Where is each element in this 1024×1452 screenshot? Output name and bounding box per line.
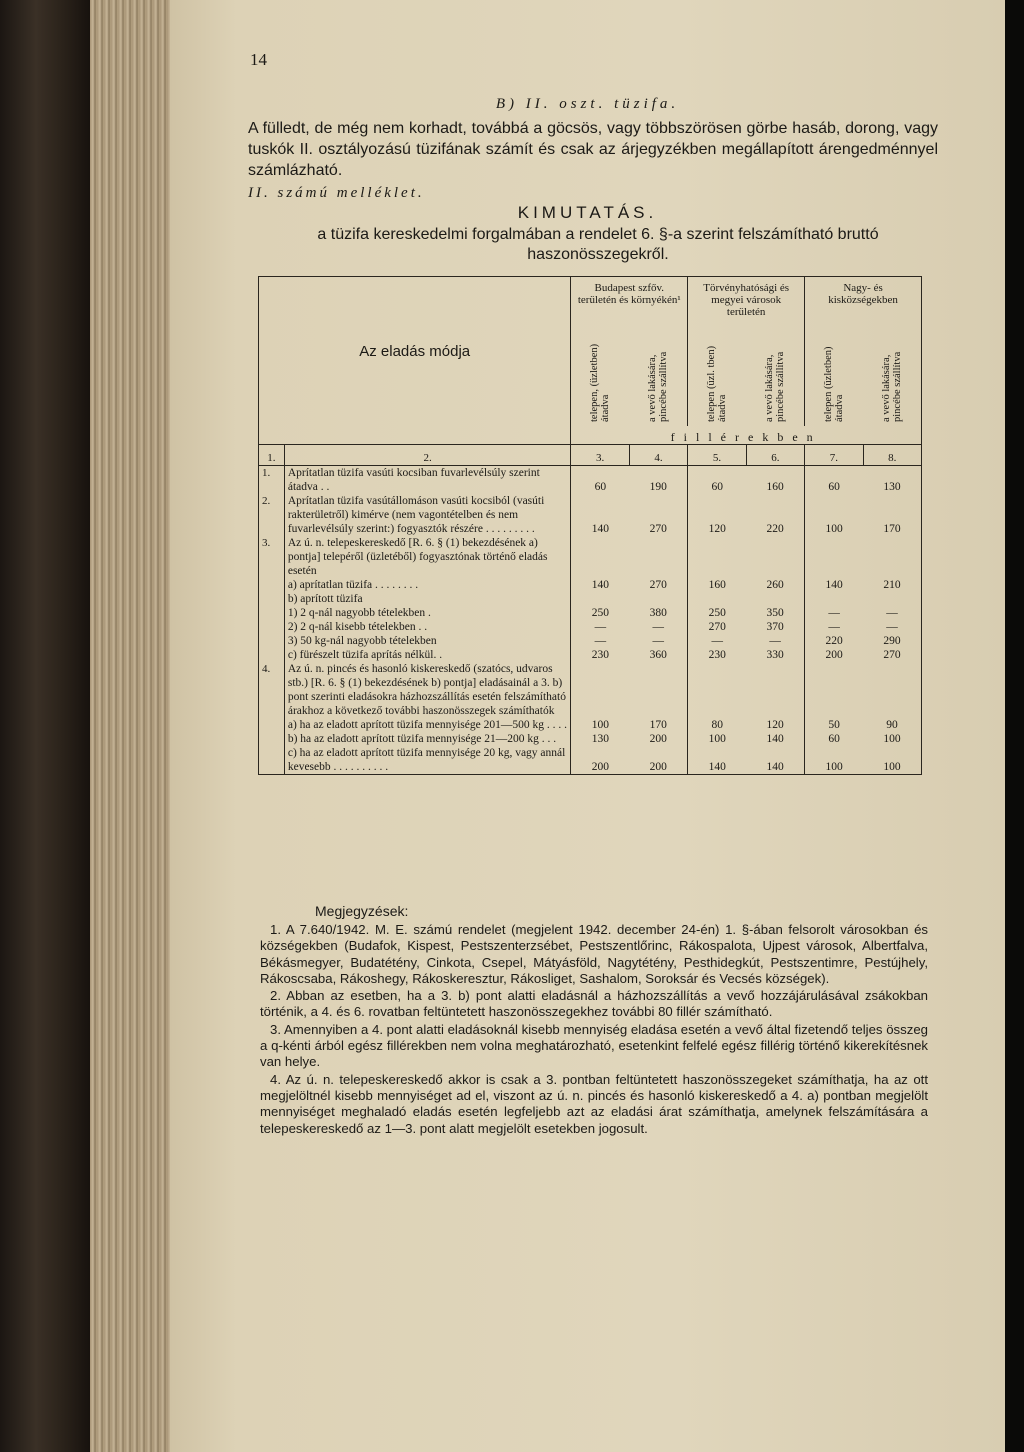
row-value (688, 592, 746, 606)
column-number: 5. (688, 445, 746, 466)
row-value: — (746, 634, 804, 648)
appendix-label: II. számú melléklet. (248, 185, 425, 201)
row-value (629, 536, 687, 578)
column-number: 1. (259, 445, 285, 466)
group-header-villages: Nagy- és kisközségekben (805, 277, 922, 331)
row-value (571, 592, 629, 606)
table-row (259, 578, 922, 592)
table-row (259, 620, 922, 634)
note-1: 1. A 7.640/1942. M. E. számú rendelet (megjelent 1942. december 24-én) 1. §-ában felsorolt városokban és községekben (Budafok, Kispest, Pestszenterzsébet, Pestszentlőrinc, Rákospalota, Ujpest városok, Albertfalva, Békásmegyer, Budatétény, Cinkota, Csepel, Mátyásföld, Nagytétény, Pesthidegkút, Pestszentimre, Pestújhely, Rákoscsaba, Rákoshegy, Rákoskeresztur, Rákosliget, Sashalom, Soroksár és Vecsés községek). (260, 922, 928, 986)
column-number: 8. (863, 445, 921, 466)
row-value: 170 (629, 718, 687, 732)
row-description: Az ú. n. telepeskereskedő [R. 6. § (1) bekezdésének a) pontja] telepéről (üzletéből) fogyasztónak történő eladás esetén (284, 536, 571, 578)
row-value: 160 (746, 466, 804, 495)
group-header-cities: Törvényhatósági és megyei városok területén (688, 277, 805, 331)
row-number (259, 634, 285, 648)
row-value: 50 (828, 719, 840, 731)
row-value: 370 (746, 620, 804, 634)
row-value: 190 (629, 466, 687, 495)
row-value (571, 662, 629, 718)
row-value: 60 (828, 481, 840, 493)
row-description: c) fürészelt tüzifa aprítás nélkül. . (284, 648, 571, 662)
sub-header: a vevő lakására, pincébe szállítva (863, 330, 921, 426)
table-row (259, 494, 922, 536)
row-value (805, 536, 863, 578)
table-row (259, 662, 922, 718)
notes (260, 922, 928, 1138)
table-title: KIMUTATÁS. (517, 203, 658, 222)
row-value: — (828, 621, 840, 633)
row-value (629, 592, 687, 606)
row-value: 140 (825, 579, 843, 591)
row-value: 130 (591, 733, 609, 745)
row-value (805, 592, 863, 606)
table-row (259, 592, 922, 606)
row-number: 4. (259, 662, 285, 718)
row-value: 140 (688, 746, 746, 775)
row-value: 140 (591, 523, 609, 535)
row-value: 100 (708, 733, 726, 745)
row-value: 270 (863, 648, 921, 662)
page-stack-edge (90, 0, 170, 1452)
row-value: 100 (863, 746, 921, 775)
sub-header: telepen (üzl. tben) átadva (706, 345, 729, 422)
row-value: 270 (629, 494, 687, 536)
row-value: 140 (591, 579, 609, 591)
row-description: Aprítatlan tüzifa vasúti kocsiban fuvarlevélsúly szerint átadva . . (284, 466, 571, 495)
row-value (863, 592, 921, 606)
row-value: — (594, 635, 607, 647)
row-value: 270 (708, 621, 726, 633)
column-number: 3. (571, 445, 629, 466)
row-value: 100 (863, 732, 921, 746)
notes-heading: Megjegyzések: (315, 903, 409, 919)
row-number (259, 648, 285, 662)
row-value: 350 (746, 606, 804, 620)
note-3: 3. Amennyiben a 4. pont alatti eladásoknál kisebb mennyiség eladása esetén a vevő által fizetendő teljes összeg a q-kénti árból egész fillérekben nem volna meghatározható, esetenkint felfelé egész fillérig történő kikerekítésnek van helye. (260, 1021, 928, 1070)
row-value: — (863, 606, 921, 620)
row-description: 2) 2 q-nál kisebb tételekben . . (284, 620, 571, 634)
row-value: — (629, 620, 687, 634)
sub-header: a vevő lakására, pincébe szállítva (629, 330, 687, 426)
row-value: 120 (746, 718, 804, 732)
sub-header: telepen (üzletben) átadva (823, 346, 846, 422)
row-value: 210 (863, 578, 921, 592)
row-value: 90 (863, 718, 921, 732)
table-subtitle: a tüzifa kereskedelmi forgalmában a rendelet 6. §-a szerint felszámítható bruttó haszonösszegekről. (317, 226, 879, 263)
row-value (688, 536, 746, 578)
row-value (571, 536, 629, 578)
table-row (259, 718, 922, 732)
table-row (259, 634, 922, 648)
row-value: — (863, 620, 921, 634)
row-value (863, 536, 921, 578)
row-description: Aprítatlan tüzifa vasútállomáson vasúti kocsiból (vasúti rakterületről) kimérve (nem vagontételben és nem fuvarlevélsúly szerint:) fogyasztók részére . . . . . . . . . (284, 494, 571, 536)
row-number (259, 620, 285, 634)
row-value: — (629, 634, 687, 648)
method-header: Az eladás módja (259, 277, 571, 427)
column-number: 4. (629, 445, 687, 466)
table-row (259, 746, 922, 775)
row-value: 250 (591, 607, 609, 619)
unit-label: fillérekben (571, 426, 922, 445)
row-value (746, 662, 804, 718)
row-value: 120 (708, 523, 726, 535)
row-value: 220 (825, 635, 843, 647)
page-number: 14 (250, 50, 267, 69)
row-value: 140 (746, 746, 804, 775)
row-value: — (594, 621, 607, 633)
row-description: Az ú. n. pincés és hasonló kiskereskedő (szatócs, udvaros stb.) [R. 6. § (1) bekezdésének b) pontja] eladásainál a 3. b) pont szerinti eladásokra házhozszállítás esetén felszámítható árakhoz a következő további haszonösszegek számíthatók (284, 662, 571, 718)
note-2: 2. Abban az esetben, ha a 3. b) pont alatti eladásnál a házhozszállítás a vevő hozzájárulásával zsákokban történik, a 4. és 6. rovatban feltüntetett haszonösszegekhez további 80 fillér számítható. (260, 988, 928, 1020)
row-number (259, 718, 285, 732)
row-description: a) ha az eladott aprított tüzifa mennyisége 201—500 kg . . . . (284, 718, 571, 732)
row-description: 3) 50 kg-nál nagyobb tételekben (284, 634, 571, 648)
intro-paragraph: A fülledt, de még nem korhadt, továbbá a göcsös, vagy többszörösen görbe hasáb, dorong, vagy tuskók II. osztályozású tüzifának számít és csak az árjegyzékben megállapított árengedménnyel számlázható. (248, 120, 938, 179)
row-number: 2. (259, 494, 285, 536)
row-value: 100 (825, 523, 843, 535)
rates-table (258, 276, 922, 775)
row-value: — (711, 635, 723, 647)
row-value: 230 (591, 649, 609, 661)
table-row (259, 536, 922, 578)
row-value: 100 (591, 719, 609, 731)
sub-header: a vevő lakására, pincébe szállítva (746, 330, 804, 426)
row-value (629, 662, 687, 718)
row-number (259, 732, 285, 746)
row-value (863, 662, 921, 718)
row-value: 250 (708, 607, 726, 619)
row-value: 100 (805, 746, 863, 775)
row-description: 1) 2 q-nál nagyobb tételekben . (284, 606, 571, 620)
row-value: 130 (863, 466, 921, 495)
book-spine (0, 0, 90, 1452)
row-value: 170 (863, 494, 921, 536)
row-value: 200 (629, 732, 687, 746)
row-value: 220 (746, 494, 804, 536)
column-number: 2. (284, 445, 571, 466)
row-number: 1. (259, 466, 285, 495)
row-value: 160 (708, 579, 726, 591)
row-value: 60 (828, 733, 840, 745)
row-value: 60 (711, 481, 723, 493)
row-value: 290 (863, 634, 921, 648)
note-4: 4. Az ú. n. telepeskereskedő akkor is csak a 3. pontban feltüntetett haszonösszegeket számíthatja, ha az ott megjelöltnél kisebb mennyiséget ad el, viszont az ú. n. pincés és hasonló kiskereskedő a 4. a) pontban megjelölt mennyiséget meghaladó eladás esetén legfeljebb azt az eladási árat számíthatja, amelynek felszámítására a telepeskereskedő az 1—3. pont alatt megjelölt esetekben jogosult. (260, 1071, 928, 1136)
row-value (688, 662, 746, 718)
row-value: 200 (571, 746, 629, 775)
column-number: 6. (746, 445, 804, 466)
sub-header: telepen, (üzletben) átadva (589, 343, 612, 422)
row-number (259, 592, 285, 606)
table-row (259, 466, 922, 495)
row-description: b) ha az eladott aprított tüzifa mennyisége 21—200 kg . . . (284, 732, 571, 746)
column-number: 7. (805, 445, 863, 466)
book-page (170, 0, 1005, 1452)
section-heading: B) II. oszt. tüzifa. (495, 96, 680, 112)
row-description: a) aprítatlan tüzifa . . . . . . . . (284, 578, 571, 592)
row-value (746, 536, 804, 578)
row-value: 80 (711, 719, 723, 731)
table-row (259, 648, 922, 662)
row-value: 200 (629, 746, 687, 775)
row-value: 260 (746, 578, 804, 592)
row-value: 230 (708, 649, 726, 661)
row-value: 140 (746, 732, 804, 746)
row-number (259, 606, 285, 620)
row-description: c) ha az eladott aprított tüzifa mennyisége 20 kg, vagy annál kevesebb . . . . . . . . . . (284, 746, 571, 775)
row-value: 270 (629, 578, 687, 592)
row-value: 360 (629, 648, 687, 662)
row-value (805, 662, 863, 718)
row-value: 380 (629, 606, 687, 620)
table-row (259, 606, 922, 620)
row-value: — (828, 607, 840, 619)
row-value: 200 (825, 649, 843, 661)
row-number (259, 746, 285, 775)
row-number (259, 578, 285, 592)
group-header-budapest: Budapest szfőv. területén és környékén¹ (571, 277, 688, 331)
row-description: b) aprított tüzifa (284, 592, 571, 606)
table-row (259, 732, 922, 746)
row-value: 60 (594, 481, 607, 493)
row-number: 3. (259, 536, 285, 578)
row-value (746, 592, 804, 606)
row-value: 330 (746, 648, 804, 662)
